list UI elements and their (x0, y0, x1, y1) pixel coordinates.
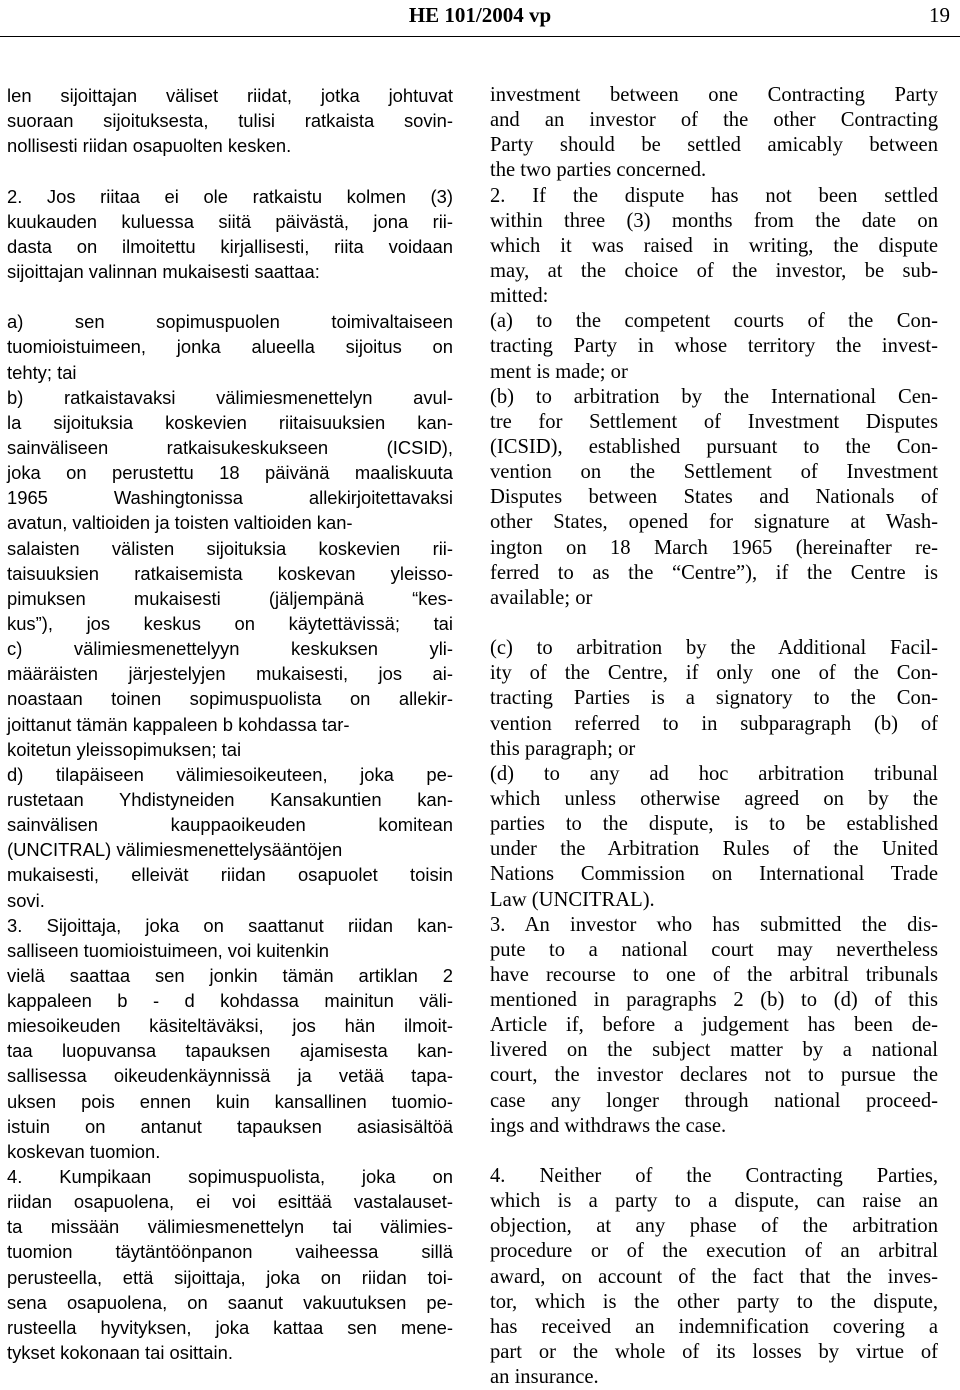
text-line: the two parties concerned. (490, 159, 707, 182)
text-line: perusteella, että sijoittaja, joka on riidan toi- (7, 1266, 453, 1288)
text-line: 4. Kumpikaan sopimuspuolista, joka on (7, 1166, 453, 1188)
text-line: a) sen sopimuspuolen toimivaltaiseen (7, 311, 453, 333)
text-line: which it was raised in writing, the dispute (490, 234, 938, 257)
text-line: kuukauden kuluessa siitä päivästä, jona rii- (7, 210, 453, 232)
text-line: riidan osapuolena, ei voi esittää vastalauset- (7, 1191, 453, 1213)
text-line: under the Arbitration Rules of the United (490, 838, 938, 861)
text-line: sallisessa oikeudenkäynnissä ja vetää tapa- (7, 1065, 453, 1087)
text-line: 3. Sijoittaja, joka on saattanut riidan kan- (7, 914, 453, 936)
text-line: 1965 Washingtonissa allekirjoitettavaksi (7, 487, 453, 509)
text-line: Disputes between States and Nationals of (490, 486, 938, 509)
text-line: 4. Neither of the Contracting Parties, (490, 1165, 938, 1188)
text-line: procedure or of the execution of an arbitral (490, 1240, 938, 1263)
text-line: koskevan tuomion. (7, 1140, 161, 1162)
text-line: (UNCITRAL) välimiesmenettelysääntöjen (7, 839, 343, 861)
text-line: miesoikeuden käsiteltäväksi, jos hän ilmoit- (7, 1015, 453, 1037)
text-line: tehty; tai (7, 361, 77, 383)
paragraph-gap (7, 158, 453, 183)
text-line: sainväliseen ratkaisukeskukseen (ICSID), (7, 436, 453, 458)
text-line: Nations Commission on International Trade (490, 863, 938, 886)
text-line: koitetun yleissopimuksen; tai (7, 738, 242, 760)
text-line: b) ratkaistavaksi välimiesmenettelyn avul- (7, 386, 453, 408)
text-line: joittanut tämän kappaleen b kohdassa tar- (7, 713, 350, 735)
text-line: tykset kokonaan tai osittain. (7, 1342, 233, 1364)
paragraph-gap (7, 284, 453, 309)
text-line: dasta on ilmoitettu kirjallisesti, riita voidaan (7, 235, 453, 257)
text-line: mentioned in paragraphs 2 (b) to (d) of this (490, 989, 938, 1012)
text-line: this paragraph; or (490, 737, 636, 760)
text-line: within three (3) months from the date on (490, 209, 938, 232)
text-line: Party should be settled amicably between (490, 134, 938, 157)
text-line: 2. Jos riitaa ei ole ratkaistu kolmen (3) (7, 185, 453, 207)
text-line: nollisesti riidan osapuolten kesken. (7, 135, 292, 157)
text-line: ferred to as the “Centre”), if the Centre is (490, 561, 938, 584)
text-line: which is a party to a dispute, can raise an (490, 1190, 938, 1213)
text-line: mitted: (490, 285, 549, 308)
paragraph-gap (490, 611, 938, 636)
text-line: Law (UNCITRAL). (490, 888, 655, 911)
finnish-column (7, 83, 453, 1365)
text-line: ity of the Centre, if only one of the Con- (490, 662, 938, 685)
text-line: 2. If the dispute has not been settled (490, 184, 938, 207)
text-line: other States, opened for signature at Wash- (490, 511, 938, 534)
text-line: award, on account of the fact that the inves- (490, 1265, 938, 1288)
text-line: investment between one Contracting Party (490, 84, 938, 106)
text-line: objection, at any phase of the arbitration (490, 1215, 938, 1238)
text-line: (ICSID), established pursuant to the Con- (490, 435, 938, 458)
text-line: la sijoituksia koskevien riitaisuuksien kan- (7, 411, 453, 433)
text-line: (b) to arbitration by the International Cen- (490, 385, 938, 408)
english-paragraph-1 (490, 83, 938, 611)
finnish-paragraph-1 (7, 83, 453, 158)
text-line: pimuksen mukaisesti (jäljempänä “kes- (7, 587, 453, 609)
text-line: suoraan sijoituksesta, tulisi ratkaista sovin- (7, 110, 453, 132)
text-line: court, the investor declares not to pursue the (490, 1064, 938, 1087)
text-line: has received an indemnification covering a (490, 1315, 938, 1338)
text-line: len sijoittajan väliset riidat, jotka johtuvat (7, 85, 453, 106)
finnish-paragraph-3 (7, 309, 453, 1365)
text-line: salaisten välisten sijoituksia koskevien rii- (7, 537, 453, 559)
text-line: ington on 18 March 1965 (hereinafter re- (490, 536, 938, 559)
text-line: sovi. (7, 889, 45, 911)
page-header (0, 0, 960, 34)
text-line: c) välimiesmenettelyyn keskuksen yli- (7, 638, 453, 660)
text-line: (d) to any ad hoc arbitration tribunal (490, 762, 938, 785)
text-line: noastaan toinen sopimuspuolista on allekir- (7, 688, 453, 710)
text-line: sena osapuolena, on saanut vakuutuksen pe- (7, 1291, 453, 1313)
text-line: tor, which is the other party to the dispute, (490, 1290, 938, 1313)
text-line: taa luopuvansa tapauksen ajamisesta kan- (7, 1040, 453, 1062)
text-line: and an investor of the other Contracting (490, 109, 938, 132)
english-paragraph-3 (490, 1164, 938, 1390)
english-column (490, 83, 938, 1390)
text-line: vielä saattaa sen jonkin tämän artiklan 2 (7, 964, 453, 986)
paragraph-gap (490, 1139, 938, 1164)
text-line: tracting Party in whose territory the invest- (490, 335, 938, 358)
text-line: an insurance. (490, 1366, 599, 1389)
text-line: tre for Settlement of Investment Disputes (490, 410, 938, 433)
text-line: pute to a national court may nevertheless (490, 938, 938, 961)
text-line: avatun, valtioiden ja toisten valtioiden kan- (7, 512, 353, 534)
text-line: tracting Parties is a signatory to the Con- (490, 687, 938, 710)
text-line: mukaisesti, elleivät riidan osapuolet toisin (7, 864, 453, 886)
text-line: 3. An investor who has submitted the dis- (490, 913, 938, 936)
english-paragraph-2 (490, 636, 938, 1139)
text-line: livered on the subject matter by a national (490, 1039, 938, 1062)
text-line: ings and withdraws the case. (490, 1114, 727, 1137)
text-line: which unless otherwise agreed on by the (490, 787, 938, 810)
text-line: kus”), jos keskus on käytettävissä; tai (7, 612, 453, 634)
text-line: joka on perustettu 18 päivänä maaliskuuta (7, 462, 453, 484)
finnish-paragraph-2 (7, 184, 453, 285)
text-line: uksen pois ennen kuin kansallinen tuomio- (7, 1090, 453, 1112)
text-line: case any longer through national proceed- (490, 1089, 938, 1112)
text-line: taisuuksien ratkaisemista koskevan yleisso- (7, 562, 453, 584)
text-line: Article if, before a judgement has been de- (490, 1014, 938, 1037)
text-line: parties to the dispute, is to be established (490, 813, 938, 836)
header-rule (0, 36, 960, 37)
page-number: 19 (929, 3, 950, 27)
text-line: tuomion täytäntöönpanon vaiheessa sillä (7, 1241, 453, 1263)
text-line: istuin on antanut tapauksen asiasisältöä (7, 1115, 453, 1137)
text-line: rusteella hyvityksen, joka kattaa sen mene- (7, 1316, 453, 1338)
text-line: may, at the choice of the investor, be sub- (490, 259, 938, 282)
text-line: (c) to arbitration by the Additional Facil- (490, 637, 938, 660)
document-id: HE 101/2004 vp (408, 3, 552, 27)
text-line: vention referred to in subparagraph (b) of (490, 712, 938, 735)
text-line: have recourse to one of the arbitral tribunals (490, 963, 938, 986)
text-line: available; or (490, 586, 593, 609)
text-line: ta missään välimiesmenettelyn tai välimies- (7, 1216, 453, 1238)
text-line: määräisten järjestelyjen mukaisesti, jos ai- (7, 663, 453, 685)
text-line: rustetaan Yhdistyneiden Kansakuntien kan- (7, 788, 453, 810)
text-line: d) tilapäiseen välimiesoikeuteen, joka pe- (7, 763, 453, 785)
text-line: vention on the Settlement of Investment (490, 461, 938, 484)
text-line: (a) to the competent courts of the Con- (490, 310, 938, 333)
text-line: ment is made; or (490, 360, 628, 383)
text-line: tuomioistuimeen, jonka alueella sijoitus on (7, 336, 453, 358)
text-line: sijoittajan valinnan mukaisesti saattaa: (7, 260, 320, 282)
text-line: salliseen tuomioistuimeen, voi kuitenkin (7, 939, 329, 961)
text-line: kappaleen b - d kohdassa mainitun väli- (7, 990, 453, 1012)
text-line: part or the whole of its losses by virtue of (490, 1341, 938, 1364)
text-line: sainvälisen kauppaoikeuden komitean (7, 814, 453, 836)
